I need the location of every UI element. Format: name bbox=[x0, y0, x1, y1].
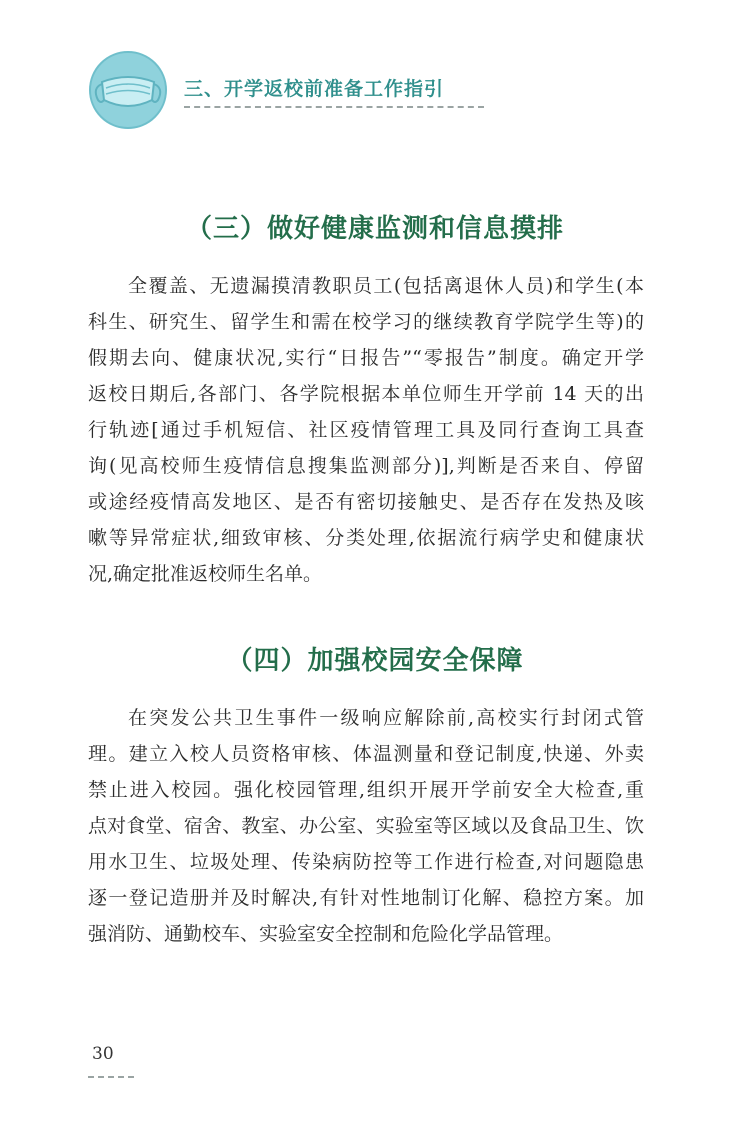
page-number: 30 bbox=[92, 1044, 114, 1064]
paragraph-campus-safety bbox=[88, 700, 644, 952]
paragraph-line: 返校日期后,各部门、各学院根据本单位师生开学前 14 天的出 bbox=[88, 383, 644, 405]
paragraph-line: 询(见高校师生疫情信息搜集监测部分)],判断是否来自、停留 bbox=[88, 455, 644, 477]
page-header bbox=[88, 50, 445, 130]
paragraph-line: 科生、研究生、留学生和需在校学习的继续教育学院学生等)的 bbox=[88, 311, 644, 333]
section-heading-health-monitoring: （三）做好健康监测和信息摸排 bbox=[185, 214, 564, 244]
paragraph-line: 禁止进入校园。强化校园管理,组织开展开学前安全大检查,重 bbox=[88, 779, 644, 801]
paragraph-line: 况,确定批准返校师生名单。 bbox=[88, 563, 323, 585]
paragraph-line: 在突发公共卫生事件一级响应解除前,高校实行封闭式管 bbox=[128, 707, 644, 729]
paragraph-health-monitoring bbox=[88, 268, 644, 592]
paragraph-line: 或途经疫情高发地区、是否有密切接触史、是否存在发热及咳 bbox=[88, 491, 644, 513]
paragraph-line: 行轨迹[通过手机短信、社区疫情管理工具及同行查询工具查 bbox=[88, 419, 644, 441]
paragraph-line: 假期去向、健康状况,实行“日报告”“零报告”制度。确定开学 bbox=[88, 347, 644, 369]
paragraph-line: 理。建立入校人员资格审核、体温测量和登记制度,快递、外卖 bbox=[88, 743, 644, 765]
footer-divider bbox=[88, 1076, 134, 1078]
paragraph-line: 嗽等异常症状,细致审核、分类处理,依据流行病学史和健康状 bbox=[88, 527, 644, 549]
chapter-title: 三、开学返校前准备工作指引 bbox=[184, 78, 445, 100]
paragraph-line: 用水卫生、垃圾处理、传染病防控等工作进行检查,对问题隐患 bbox=[88, 851, 644, 873]
paragraph-line: 全覆盖、无遗漏摸清教职员工(包括离退休人员)和学生(本 bbox=[128, 275, 644, 297]
face-mask-icon bbox=[88, 50, 168, 130]
paragraph-line: 逐一登记造册并及时解决,有针对性地制订化解、稳控方案。加 bbox=[88, 887, 644, 909]
paragraph-line: 强消防、通勤校车、实验室安全控制和危险化学品管理。 bbox=[88, 923, 564, 945]
paragraph-line: 点对食堂、宿舍、教室、办公室、实验室等区域以及食品卫生、饮 bbox=[88, 815, 644, 837]
header-divider bbox=[184, 106, 484, 108]
section-heading-campus-safety: （四）加强校园安全保障 bbox=[226, 646, 524, 676]
